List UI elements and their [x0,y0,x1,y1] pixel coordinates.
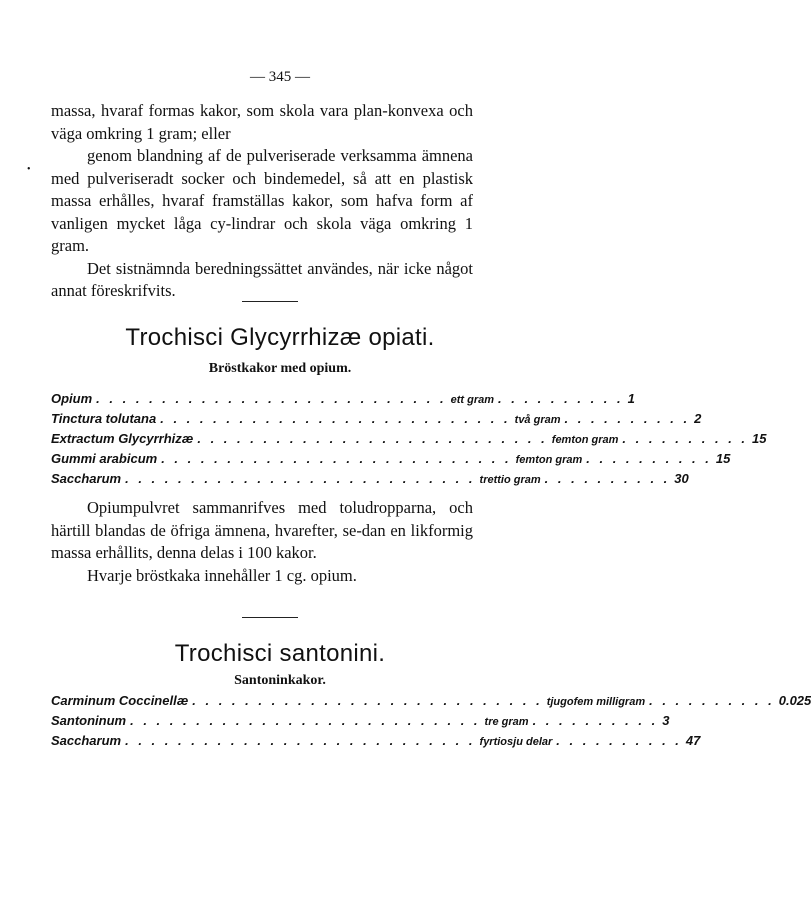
ingredient-name: Carminum Coccinellæ [51,693,189,708]
ingredient-amount: 0.025 [778,693,811,708]
leader-dots: . . . . . . . . . . . . . . . . . . . . . . . . . . . [161,451,512,466]
leader-dots: . . . . . . . . . . [564,411,691,426]
leader-dots: . . . . . . . . . . . . . . . . . . . . . . . . . . . [192,693,543,708]
ingredient-name: Gummi arabicum [51,451,158,466]
ingredient-amount: 30 [674,471,689,486]
section2-recipe [51,693,811,753]
ingredient-row [51,733,701,753]
section1-recipe [51,391,767,491]
ingredient-row [51,431,767,451]
ingredient-name: Tinctura tolutana [51,411,157,426]
intro-text [51,100,473,303]
leader-dots: . . . . . . . . . . [622,431,749,446]
section1-dose-note: Hvarje bröstkaka innehåller 1 cg. opium. [87,565,357,585]
ingredient-row [51,411,702,431]
ingredient-row [51,471,689,491]
section1-subtitle: Bröstkakor med opium. [208,361,352,376]
leader-dots: . . . . . . . . . . [649,693,775,708]
ingredient-name: Saccharum [51,733,122,748]
ingredient-name: Extractum Glycyrrhizæ [51,431,194,446]
ingredient-amount: 3 [662,713,670,728]
leader-dots: . . . . . . . . . . [586,451,712,466]
leader-dots: . . . . . . . . . . [498,391,624,406]
section-divider [242,617,298,618]
ingredient-name: Saccharum [51,471,122,486]
leader-dots: . . . . . . . . . . . . . . . . . . . . . . . . . . . [125,471,476,486]
ingredient-quantity-words: tre gram [484,716,529,728]
ingredient-amount: 2 [694,411,702,426]
ingredient-amount: 47 [685,733,701,748]
ingredient-quantity-words: ett gram [450,394,495,406]
ingredient-name: Opium [51,391,93,406]
section-divider [242,301,298,302]
margin-mark: • [27,164,31,175]
leader-dots: . . . . . . . . . . [532,713,659,728]
ingredient-quantity-words: två gram [514,414,561,426]
intro-paragraph-2: genom blandning af de pulveriserade verksamma ämnena med pulveriseradt socker och bindemedel, så att en plastisk massa erhålles, hvaraf framställas kakor, som hafva form af vanligen mycket låga cy-lindrar och skola väga omkring 1 gram. [51,146,473,255]
leader-dots: . . . . . . . . . . . . . . . . . . . . . . . . . . . [96,391,447,406]
leader-dots: . . . . . . . . . . . . . . . . . . . . . . . . . . . [197,431,548,446]
ingredient-amount: 15 [715,451,731,466]
ingredient-amount: 15 [752,431,767,446]
ingredient-row [51,451,731,471]
intro-paragraph-3: Det sistnämnda beredningssättet användes, när icke något annat föreskrifvits. [51,258,473,300]
intro-paragraph-1: massa, hvaraf formas kakor, som skola vara plan-konvexa och väga omkring 1 gram; eller [51,101,473,143]
ingredient-quantity-words: tjugofem milligram [546,696,646,708]
leader-dots: . . . . . . . . . . . . . . . . . . . . . . . . . . . [130,713,481,728]
section1-title: Trochisci Glycyrrhizæ opiati. [125,324,435,351]
leader-dots: . . . . . . . . . . . . . . . . . . . . . . . . . . . [125,733,476,748]
ingredient-row [51,391,635,411]
leader-dots: . . . . . . . . . . [556,733,682,748]
ingredient-amount: 1 [627,391,635,406]
leader-dots: . . . . . . . . . . . . . . . . . . . . . . . . . . . [160,411,511,426]
ingredient-quantity-words: fyrtiosju delar [479,736,553,748]
ingredient-row [51,693,811,713]
leader-dots: . . . . . . . . . . [544,471,671,486]
ingredient-name: Santoninum [51,713,127,728]
section1-instructions: Opiumpulvret sammanrifves med toludropparna, och härtill blandas de öfriga ämnena, hvarefter, se-dan en likformig massa erhållits, denna delas i 100 kakor. [51,498,473,562]
section1-text [51,497,473,587]
section2-subtitle: Santoninkakor. [234,673,326,688]
page-number: — 345 — [250,69,310,85]
ingredient-quantity-words: trettio gram [479,474,541,486]
ingredient-quantity-words: femton gram [551,434,619,446]
ingredient-quantity-words: femton gram [515,454,583,466]
ingredient-row [51,713,670,733]
section2-title: Trochisci santonini. [174,640,386,667]
